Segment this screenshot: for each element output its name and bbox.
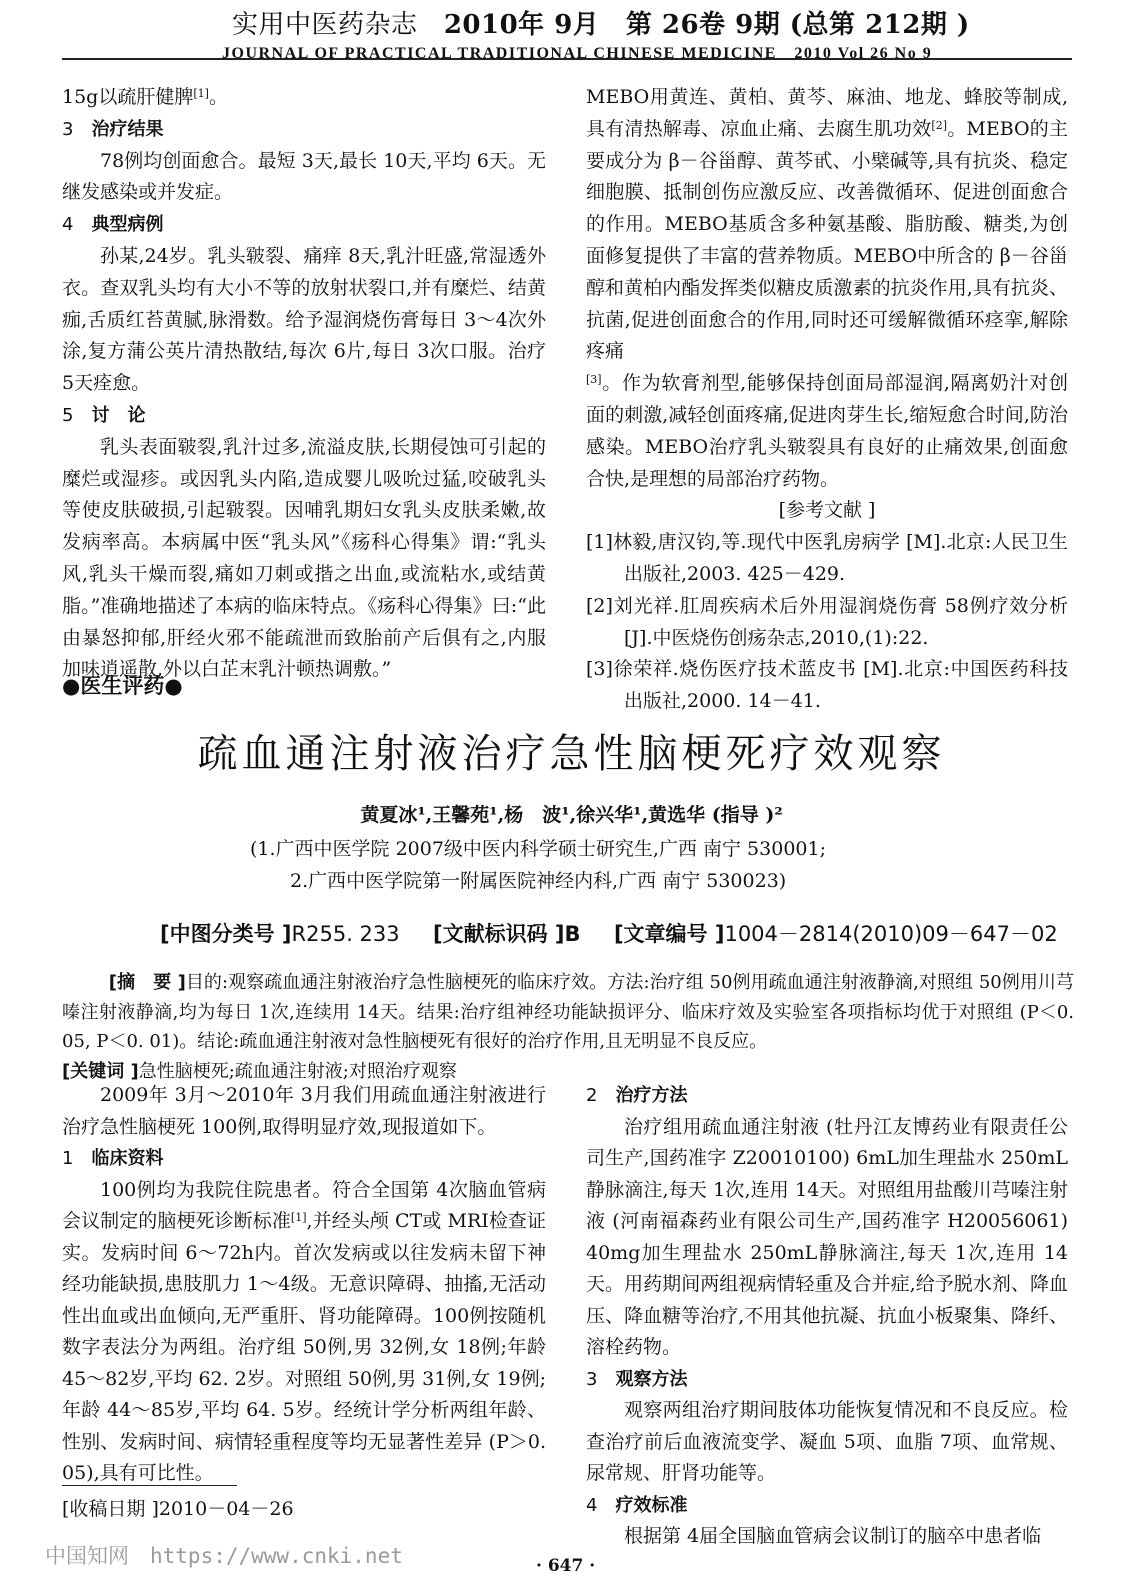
body-paragraph: 孙某,24岁。乳头皲裂、痛痒 8天,乳汁旺盛,常湿透外衣。查双乳头均有大小不等的放射状裂口,并有糜烂、结黄痂,舌质红苔黄腻,脉滑数。给予湿润烧伤膏每日 3～4次外涂,复方蒲公英片清热散结,每次 6片,每日 3次口服。治疗 5天痊愈。	[62, 244, 546, 395]
column-tag: ●医生评药●	[62, 674, 183, 698]
references-heading: [参考文献 ]	[778, 499, 876, 522]
cnki-watermark: 中国知网 https://www.cnki.net	[45, 1544, 403, 1568]
body-paragraph: 2009年 3月～2010年 3月我们用疏血通注射液进行治疗急性脑梗死 100例,取得明显疗效,现报道如下。	[62, 1084, 546, 1138]
journal-name: 实用中医药杂志	[232, 10, 418, 40]
body-paragraph: 15g以疏肝健脾[1]。	[62, 86, 228, 108]
section-title: 临床资料	[91, 1148, 164, 1169]
section-number: 3	[62, 118, 74, 140]
classification-line	[160, 918, 1058, 948]
citation-marker: [1]	[290, 1211, 307, 1224]
received-date: [收稿日期 ]2010－04－26	[62, 1498, 294, 1520]
body-paragraph: [3]。作为软膏剂型,能够保持创面局部湿润,隔离奶汁对创面的刺激,减轻创面疼痛,促进肉芽生长,缩短愈合时间,防治感染。MEBO治疗乳头皲裂具有良好的止痛效果,创面愈合快,是理想的局部治疗药物。	[586, 372, 1068, 490]
section-heading	[62, 400, 546, 432]
footnote-rule	[62, 1485, 237, 1486]
article-right-column	[586, 1080, 1068, 1553]
keywords-label: [关键词 ]	[62, 1060, 139, 1082]
reference-item: [2]刘光祥.肛周疾病术后外用湿润烧伤膏 58例疗效分析 [J].中医烧伤创疡杂志,2010,(1):22.	[586, 594, 1068, 649]
section-heading	[586, 1364, 1068, 1396]
section-title: 典型病例	[91, 214, 164, 236]
prev-article-left-column	[62, 82, 546, 686]
citation-marker: [3]	[586, 373, 602, 387]
section-number: 3	[586, 1368, 598, 1390]
affiliation-1: (1.广西中医学院 2007级中医内科学硕士研究生,广西 南宁 530001;	[250, 838, 826, 860]
section-number: 4	[586, 1494, 598, 1516]
body-paragraph: 100例均为我院住院患者。符合全国第 4次脑血管病会议制定的脑梗死诊断标准[1],并经头颅 CT或 MRI检查证实。发病时间 6～72h内。首次发病或以往发病未留下神经功能缺损,患肢肌力 1～4级。无意识障碍、抽搐,无活动性出血或出血倾向,无严重肝、肾功能障碍。100例按随机数字表法分为两组。治疗组 50例,男 32例,女 18例;年龄 45～82岁,平均 62. 2岁。对照组 50例,男 31例,女 19例;年龄 44～85岁,平均 64. 5岁。经统计学分析两组年龄、性别、发病时间、病情轻重程度等均无显著性差异 (P＞0. 05),具有可比性。	[62, 1178, 546, 1484]
doc-code-value: B	[564, 922, 581, 946]
section-number: 2	[586, 1085, 598, 1106]
section-number: 1	[62, 1148, 74, 1169]
abstract-block	[62, 968, 1074, 1086]
section-number: 4	[62, 214, 74, 236]
section-heading	[586, 1490, 1068, 1522]
abstract-label: [摘 要 ]	[108, 972, 186, 993]
abstract-paragraph	[62, 968, 1074, 1057]
body-paragraph: 观察两组治疗期间肢体功能恢复情况和不良反应。检查治疗前后血液流变学、凝血 5项、血脂 7项、血常规、尿常规、肝肾功能等。	[586, 1399, 1068, 1484]
body-paragraph: 78例均创面愈合。最短 3天,最长 10天,平均 6天。无继发感染或并发症。	[62, 149, 546, 204]
article-title: 疏血通注射液治疗急性脑梗死疗效观察	[197, 731, 946, 777]
article-number-label: [文章编号 ]	[613, 922, 725, 946]
keywords-text: 急性脑梗死;疏血通注射液;对照治疗观察	[138, 1060, 457, 1082]
body-paragraph: 乳头表面皲裂,乳汁过多,流溢皮肤,长期侵蚀可引起的糜烂或湿疹。或因乳头内陷,造成婴儿吸吮过猛,咬破乳头等使皮肤破损,引起皲裂。因哺乳期妇女乳头皮肤柔嫩,故发病率高。本病属中医“乳头风”《疡科心得集》谓:“乳头风,乳头干燥而裂,痛如刀刺或揩之出血,或流粘水,或结黄脂。”准确地描述了本病的临床特点。《疡科心得集》曰:“此由暴怒抑郁,肝经火邪不能疏泄而致胎前产后俱有之,内服加味逍遥散,外以白芷末乳汁顿热调敷。”	[62, 435, 546, 681]
journal-issue: 2010年 9月 第 26卷 9期 (总第 212期 )	[443, 10, 970, 40]
journal-header-cn	[232, 4, 970, 41]
section-title: 疗效标准	[615, 1494, 688, 1516]
body-paragraph: 根据第 4届全国脑血管病会议制订的脑卒中患者临	[624, 1525, 1042, 1547]
section-title: 治疗结果	[91, 118, 164, 140]
header-rule	[62, 58, 1072, 60]
reference-item: [1]林毅,唐汉钧,等.现代中医乳房病学 [M].北京:人民卫生出版社,2003. 425－429.	[586, 531, 1068, 585]
journal-header-en: JOURNAL OF PRACTICAL TRADITIONAL CHINESE MEDICINE 2010 Vol 26 No 9	[222, 45, 933, 62]
section-heading	[62, 209, 546, 241]
article-authors: 黄夏冰¹,王馨苑¹,杨 波¹,徐兴华¹,黄选华 (指导 )²	[360, 804, 783, 826]
section-heading	[62, 1143, 546, 1175]
doc-code-label: [文献标识码 ]	[433, 922, 565, 946]
article-number-value: 1004－2814(2010)09－647－02	[724, 922, 1058, 946]
body-paragraph: 治疗组用疏血通注射液 (牡丹江友博药业有限责任公司生产,国药准字 Z20010100) 6mL加生理盐水 250mL静脉滴注,每天 1次,连用 14天。对照组用盐酸川芎嗪注射液 (河南福森药业有限公司生产,国药准字 H20056061) 40mg加生理盐水 250mL静脉滴注,每天 1次,连用 14天。用药期间两组视病情轻重及合并症,给予脱水剂、降血压、降血糖等治疗,不用其他抗凝、抗血小板聚集、降纤、溶栓药物。	[586, 1115, 1068, 1358]
clc-label: [中图分类号 ]	[160, 922, 292, 946]
prev-article-right-column	[586, 82, 1068, 718]
abstract-text: 目的:观察疏血通注射液治疗急性脑梗死的临床疗效。方法:治疗组 50例用疏血通注射液静滴,对照组 50例用川芎嗪注射液静滴,均为每日 1次,连续用 14天。结果:治疗组神经功能缺损评分、临床疗效及实验室各项指标均优于对照组 (P＜0. 05, P＜0. 01)。结论:疏血通注射液对急性脑梗死有很好的治疗作用,且无明显不良反应。	[62, 972, 1074, 1052]
section-number: 5	[62, 404, 74, 426]
citation-marker: [2]	[931, 118, 948, 132]
section-title: 观察方法	[615, 1368, 688, 1390]
section-heading	[62, 114, 546, 146]
page-number: · 647 ·	[536, 1556, 596, 1576]
article-left-column	[62, 1080, 546, 1490]
section-title: 治疗方法	[615, 1085, 688, 1106]
clc-value: R255. 233	[291, 922, 400, 946]
citation-marker: [1]	[193, 87, 209, 100]
reference-item: [3]徐荣祥.烧伤医疗技术蓝皮书 [M].北京:中国医药科技出版社,2000. 14－41.	[586, 658, 1068, 713]
section-title: 讨 论	[91, 404, 146, 426]
body-paragraph: MEBO用黄连、黄柏、黄芩、麻油、地龙、蜂胶等制成,具有清热解毒、凉血止痛、去腐生肌功效[2]。MEBO的主要成分为 β－谷甾醇、黄芩甙、小檗碱等,具有抗炎、稳定细胞膜、抵制创伤应激反应、改善微循环、促进创面愈合的作用。MEBO基质含多种氨基酸、脂肪酸、糖类,为创面修复提供了丰富的营养物质。MEBO中所含的 β－谷甾醇和黄柏内酯发挥类似糖皮质激素的抗炎作用,具有抗炎、抗菌,促进创面愈合的作用,同时还可缓解微循环痉挛,解除疼痛	[586, 86, 1068, 363]
section-heading	[586, 1080, 1068, 1112]
affiliation-2: 2.广西中医学院第一附属医院神经内科,广西 南宁 530023)	[290, 870, 787, 892]
